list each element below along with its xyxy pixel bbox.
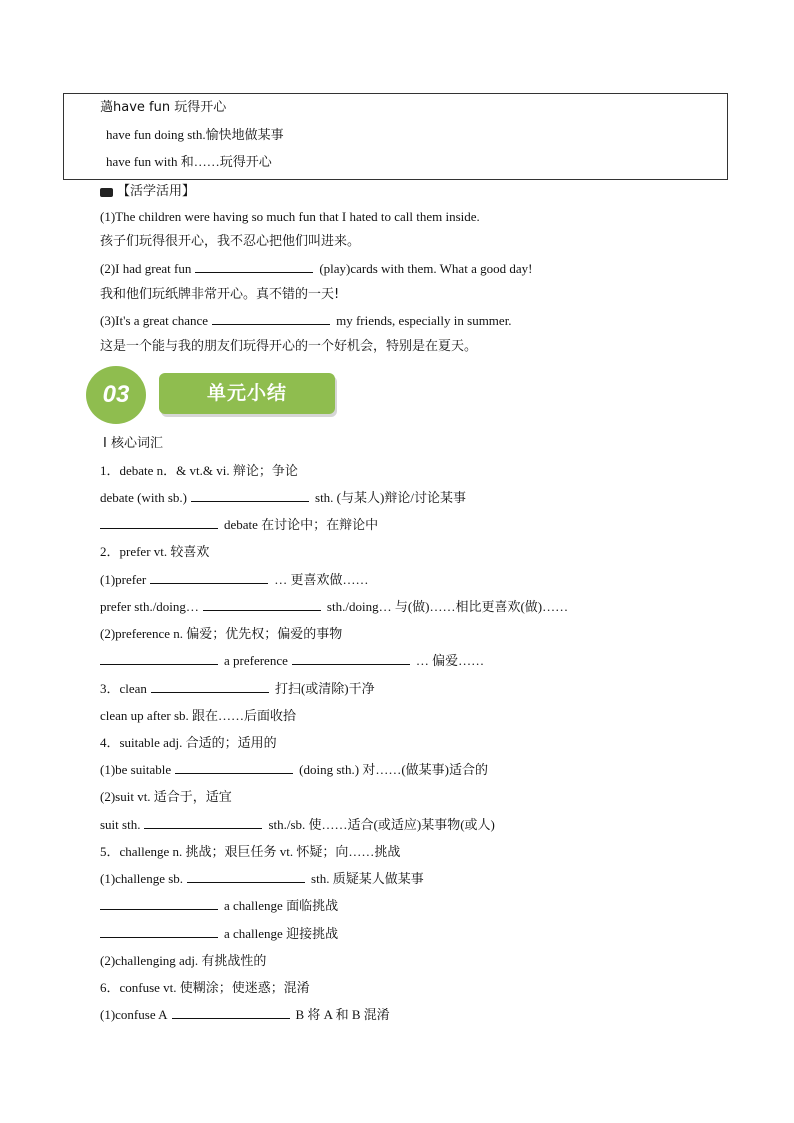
answer-blank[interactable]: [191, 490, 309, 502]
answer-blank[interactable]: [100, 653, 218, 665]
word-2d: a preference … 偏爱……: [100, 651, 484, 671]
practice-q1-zh: 孩子们玩得很开心，我不忍心把他们叫进来。: [100, 234, 361, 249]
practice-title: 【活学活用】: [100, 181, 195, 202]
word-5b: a challenge 面临挑战: [100, 896, 338, 916]
answer-blank[interactable]: [203, 599, 321, 611]
word-2b: prefer sth./doing… sth./doing… 与(做)……相比更喜欢(做)……: [100, 599, 569, 614]
answer-blank[interactable]: [144, 817, 262, 829]
word-5d: (2)challenging adj. 有挑战性的: [100, 953, 267, 968]
answer-blank[interactable]: [187, 871, 305, 883]
answer-blank[interactable]: [195, 261, 313, 273]
answer-blank[interactable]: [212, 313, 330, 325]
word-4b: (2)suit vt. 适合于，适宜: [100, 789, 232, 804]
practice-q2-zh: 我和他们玩纸牌非常开心。真不错的一天!: [100, 287, 340, 302]
answer-blank[interactable]: [100, 898, 218, 910]
word-2c: (2)preference n. 偏爱；优先权；偏爱的事物: [100, 626, 343, 641]
note-line-2: have fun doing sth.愉快地做某事: [106, 127, 284, 142]
word-4a: (1)be suitable (doing sth.) 对……(做某事)适合的: [100, 762, 488, 777]
word-1: 1．debate n．& vt.& vi. 辩论；争论: [100, 463, 298, 478]
answer-blank[interactable]: [150, 572, 268, 584]
word-3a: clean up after sb. 跟在……后面收拾: [100, 708, 297, 723]
practice-q2-en: (2)I had great fun (play)cards with them. What a good day!: [100, 261, 533, 276]
word-4c: suit sth. sth./sb. 使……适合(或适应)某事物(或人): [100, 817, 495, 832]
word-5: 5．challenge n. 挑战；艰巨任务 vt. 怀疑；向……挑战: [100, 844, 401, 859]
answer-blank[interactable]: [292, 653, 410, 665]
word-6a: (1)confuse A B 将 A 和 B 混淆: [100, 1007, 390, 1022]
note-line-3: have fun with 和……玩得开心: [106, 154, 272, 169]
word-4: 4．suitable adj. 合适的；适用的: [100, 735, 277, 750]
section-title: 单元小结: [159, 373, 335, 414]
answer-blank[interactable]: [100, 926, 218, 938]
answer-blank[interactable]: [172, 1007, 290, 1019]
word-2a: (1)prefer … 更喜欢做……: [100, 572, 369, 587]
word-5a: (1)challenge sb. sth. 质疑某人做某事: [100, 871, 424, 886]
word-2: 2．prefer vt. 较喜欢: [100, 544, 210, 559]
section-header: [86, 366, 338, 424]
word-5c: a challenge 迎接挑战: [100, 924, 338, 944]
word-1b: debate 在讨论中；在辩论中: [100, 515, 378, 535]
answer-blank[interactable]: [151, 681, 269, 693]
answer-blank[interactable]: [175, 762, 293, 774]
word-1a: debate (with sb.) sth. (与某人)辩论/讨论某事: [100, 490, 466, 505]
word-6: 6．confuse vt. 使糊涂；使迷惑；混淆: [100, 980, 310, 995]
practice-q3-en: (3)It's a great chance my friends, especially in summer.: [100, 313, 512, 328]
note-line-1: 薖have fun 玩得开心: [100, 100, 227, 115]
practice-q1-en: (1)The children were having so much fun that I hated to call them inside.: [100, 209, 480, 224]
practice-q3-zh: 这是一个能与我的朋友们玩得开心的一个好机会，特别是在夏天。: [100, 339, 478, 354]
practice-icon: [100, 188, 113, 197]
section-number: 03: [86, 366, 146, 424]
answer-blank[interactable]: [100, 517, 218, 529]
word-3: 3．clean 打扫(或清除)干净: [100, 681, 375, 696]
summary-heading: Ⅰ 核心词汇: [103, 436, 163, 451]
